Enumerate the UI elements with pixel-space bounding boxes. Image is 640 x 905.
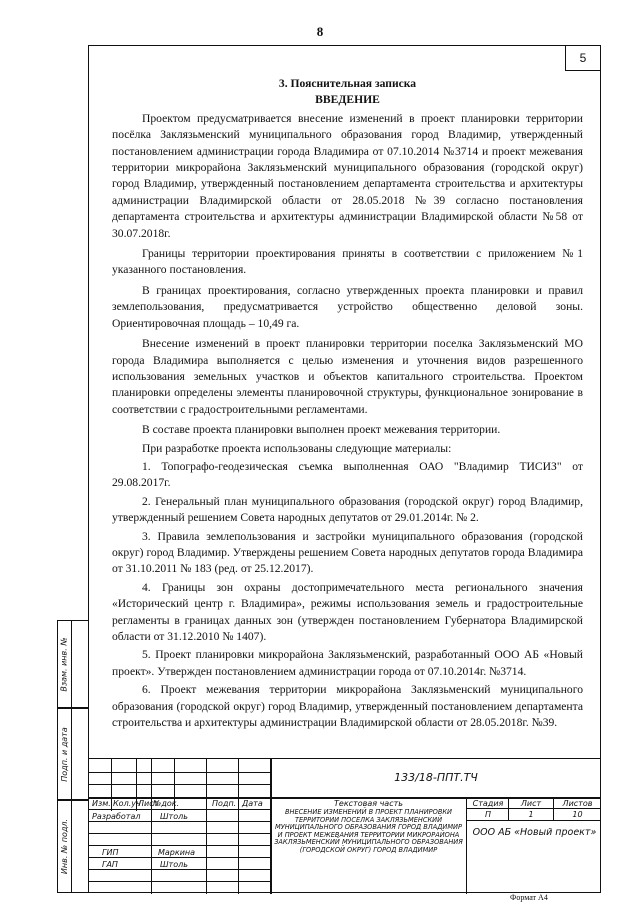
- company-name: ООО АБ «Новый проект»: [472, 827, 597, 838]
- name-developer: Штоль: [160, 812, 188, 821]
- text-part-label: Текстовая часть: [334, 799, 403, 808]
- section-title: 3. Пояснительная записка: [278, 77, 417, 90]
- paragraph: В составе проекта планировки выполнен проект межевания территории.: [142, 423, 501, 437]
- col-header-izm: Изм.: [92, 799, 111, 808]
- col-header-list: Лист: [138, 799, 159, 808]
- title-block: [88, 758, 601, 893]
- col-header-data: Дата: [242, 799, 263, 808]
- side-label-podp: Подп. и дата: [60, 726, 69, 782]
- list-item: 4. Границы зон охраны достопримечательного места регионального значения «Исторический центр г. Владимира», режимы использования земель и градостроительные регламенты в границах данных зон (утвержден постановлением Губернатора Владимирской области от 31.12.2010 № 1407).: [112, 580, 583, 643]
- col-header-doc: №док.: [153, 799, 180, 808]
- role-developer: Разработал: [92, 812, 141, 821]
- paragraph: Границы территории проектирования приняты в соответствии с приложением №1 указанного постановления.: [112, 247, 583, 277]
- intro-title: ВВЕДЕНИЕ: [315, 93, 380, 107]
- paragraph: В границах проектирования, согласно утвержденных проекта планировки и правил землепользования, предусматривается устройство общественно деловой зоны. Ориентировочная площадь – 10,49 га.: [112, 283, 583, 330]
- list-item: 5. Проект планировки микрорайона Заклязьменский, разработанный ООО АБ «Новый проект». Утвержден постановлением администрации города от 07.10.2014г. №3714.: [112, 648, 583, 678]
- role-gip: ГИП: [102, 848, 119, 857]
- document-body: [112, 76, 583, 733]
- list-item: 6. Проект межевания территории микрорайона Заклязьменский муниципального образования (городской округ) город Владимир, утвержденный постановлением департамента строительства и архитектуры администрации Владимирской области от 28.05.2018г. №39.: [112, 683, 583, 730]
- col-header-kol: Кол.уч: [113, 799, 141, 808]
- sheet-number-box: 5: [565, 45, 601, 71]
- paragraph: При разработке проекта использованы следующие материалы:: [142, 441, 452, 455]
- name-gap: Штоль: [160, 860, 188, 869]
- paragraph: Внесение изменений в проект планировки территории поселка Заклязьменский МО города Владимира выполняется с целью изменения и уточнения видов разрешенного использования земельных участков и объектов капитального строительства. Проектом планировки определены элементы планировочной структуры, функциональное зонирование в соответствии с градостроительными регламентами.: [112, 337, 583, 416]
- sheets-label: Листов: [562, 799, 593, 808]
- side-stamp-podp: [57, 708, 88, 800]
- side-stamp-inv: [57, 800, 88, 893]
- role-gap: ГАП: [102, 860, 118, 869]
- stage-label: Стадия: [472, 799, 504, 808]
- list-item: 3. Правила землепользования и застройки муниципального образования (городской округ) город Владимир. Утверждены решением Совета народных депутатов города Владимира от 31.10.2011 № 183 (ред. от 25.12.2017).: [112, 529, 583, 576]
- side-label-inv: Инв. № подл.: [60, 818, 70, 875]
- name-gip: Маркина: [158, 848, 196, 857]
- col-header-podp: Подп.: [212, 799, 237, 808]
- format-label: Формат А4: [510, 893, 548, 902]
- list-item: 2. Генеральный план муниципального образования (городской округ) город Владимир, утвержденный решением Совета народных депутатов от 29.01.2014г. № 2.: [112, 494, 583, 525]
- page-number-top: 8: [316, 24, 324, 39]
- doc-code: 133/18-ППТ.ТЧ: [394, 771, 478, 784]
- side-stamp-vzam: [57, 620, 88, 708]
- doc-title: ВНЕСЕНИЕ ИЗМЕНЕНИЙ В ПРОЕКТ ПЛАНИРОВКИ ТЕРРИТОРИИ ПОСЕЛКА ЗАКЛЯЗЬМЕНСКИЙ МУНИЦИПАЛЬНОГО ОБРАЗОВАНИЯ ГОРОД ВЛАДИМИР И ПРОЕКТ МЕЖЕВАНИЯ ТЕРРИТОРИИ МИКРОРАЙОНА ЗАКЛЯЗЬМЕНСКИЙ МУНИЦИПАЛЬНОГО ОБРАЗОВАНИЯ (ГОРОДСКОЙ ОКРУГ) ГОРОД ВЛАДИМИР: [274, 808, 463, 854]
- paragraph: Проектом предусматривается внесение изменений в проект планировки территории посёлка Заклязьменский муниципального образования город Владимир, утвержденный постановлением администрации города Владимира от 07.10.2014 №3714 и проект межевания территории микрорайона Заклязьменский муниципального образования (городской округ) город Владимир, утвержденный постановлением департамента строительства и архитектуры администрации Владимирской области от 28.05.2018 №39 согласно постановления департамента строительства и архитектуры администрации Владимирской области №58 от 30.07.2018г.: [112, 111, 583, 240]
- sheet-value: 1: [528, 810, 534, 819]
- list-item: 1. Топографо-геодезическая съемка выполненная ОАО "Владимир ТИСИЗ" от 29.08.2017г.: [112, 459, 583, 490]
- sheet-label: Лист: [520, 799, 542, 808]
- side-label-vzam: Взам. инв. №: [60, 636, 70, 692]
- sheets-value: 10: [572, 810, 583, 819]
- stage-value: П: [484, 810, 491, 819]
